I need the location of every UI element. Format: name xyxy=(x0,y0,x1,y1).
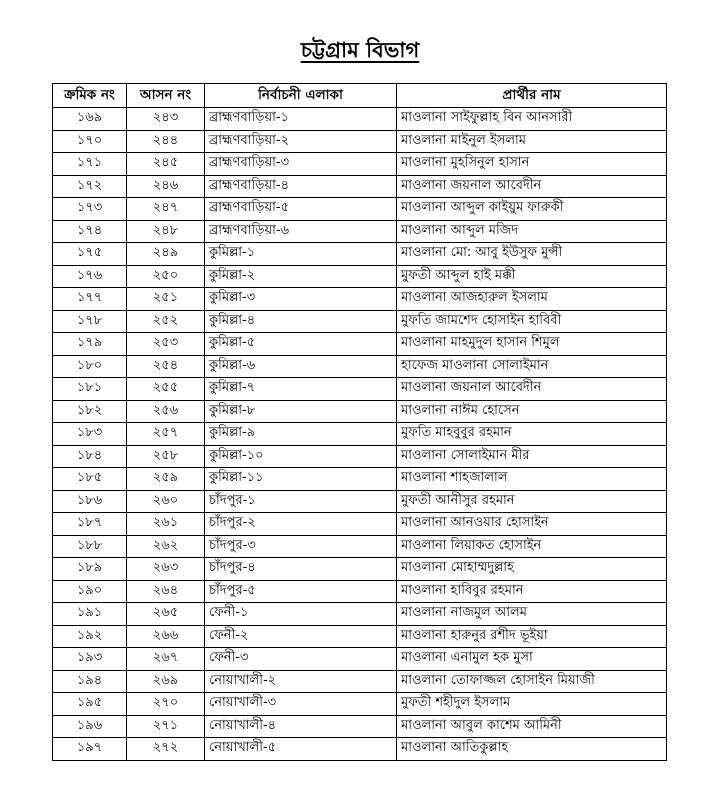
constituency-cell: চাঁদপুর-৩ xyxy=(205,535,397,558)
seat-no-cell: ২৬২ xyxy=(127,535,205,558)
constituency-cell: ফেনী-২ xyxy=(205,625,397,648)
page-title-text: চট্টগ্রাম বিভাগ xyxy=(300,38,420,62)
header-candidate-name: প্রার্থীর নাম xyxy=(397,84,667,108)
seat-no-cell: ২৪৬ xyxy=(127,175,205,198)
candidate-name-cell: মাওলানা সোলাইমান মীর xyxy=(397,445,667,468)
seat-no-cell: ২৫১ xyxy=(127,288,205,311)
candidate-name-cell: মাওলানা মো: আবু ইউসুফ মুন্সী xyxy=(397,243,667,266)
constituency-cell: কুমিল্লা-৯ xyxy=(205,423,397,446)
seat-no-cell: ২৪৮ xyxy=(127,220,205,243)
table-row xyxy=(53,738,667,761)
table-row xyxy=(53,310,667,333)
table-row xyxy=(53,378,667,401)
seat-no-cell: ২৫৯ xyxy=(127,468,205,491)
table-row xyxy=(53,423,667,446)
constituency-cell: কুমিল্লা-১০ xyxy=(205,445,397,468)
candidate-name-cell: মাওলানা জয়নাল আবেদীন xyxy=(397,378,667,401)
constituency-cell: ফেনী-৩ xyxy=(205,648,397,671)
candidate-name-cell: মাওলানা নাজমুল আলম xyxy=(397,603,667,626)
seat-no-cell: ২৫০ xyxy=(127,265,205,288)
candidate-name-cell: হাফেজ মাওলানা সোলাইমান xyxy=(397,355,667,378)
candidate-name-cell: মাওলানা মাহমুদুল হাসান শিমুল xyxy=(397,333,667,356)
seat-no-cell: ২৫৮ xyxy=(127,445,205,468)
serial-no-cell: ১৯৪ xyxy=(53,670,127,693)
table-row xyxy=(53,333,667,356)
table-header-row xyxy=(53,84,667,108)
constituency-cell: কুমিল্লা-৬ xyxy=(205,355,397,378)
constituency-cell: ফেনী-১ xyxy=(205,603,397,626)
table-row xyxy=(53,153,667,176)
table-row xyxy=(53,693,667,716)
candidate-name-cell: মাওলানা আজহারুল ইসলাম xyxy=(397,288,667,311)
table-body xyxy=(53,108,667,761)
table-row xyxy=(53,288,667,311)
serial-no-cell: ১৭০ xyxy=(53,130,127,153)
candidate-table xyxy=(52,83,667,761)
serial-no-cell: ১৯৭ xyxy=(53,738,127,761)
serial-no-cell: ১৯৬ xyxy=(53,715,127,738)
seat-no-cell: ২৫৫ xyxy=(127,378,205,401)
table-row xyxy=(53,198,667,221)
serial-no-cell: ১৮৯ xyxy=(53,558,127,581)
candidate-name-cell: মাওলানা আব্দুল মজিদ xyxy=(397,220,667,243)
constituency-cell: ব্রাহ্মণবাড়িয়া-২ xyxy=(205,130,397,153)
table-row xyxy=(53,603,667,626)
serial-no-cell: ১৭৫ xyxy=(53,243,127,266)
table-row xyxy=(53,490,667,513)
table-row xyxy=(53,175,667,198)
table-row xyxy=(53,513,667,536)
constituency-cell: কুমিল্লা-১ xyxy=(205,243,397,266)
seat-no-cell: ২৫৪ xyxy=(127,355,205,378)
table-row xyxy=(53,220,667,243)
candidate-name-cell: মাওলানা শাহজালাল xyxy=(397,468,667,491)
serial-no-cell: ১৭১ xyxy=(53,153,127,176)
table-row xyxy=(53,243,667,266)
serial-no-cell: ১৮০ xyxy=(53,355,127,378)
table-row xyxy=(53,648,667,671)
candidate-name-cell: মুফতী আনীসুর রহমান xyxy=(397,490,667,513)
candidate-name-cell: মাওলানা আনওয়ার হোসাইন xyxy=(397,513,667,536)
seat-no-cell: ২৫৬ xyxy=(127,400,205,423)
seat-no-cell: ২৫২ xyxy=(127,310,205,333)
constituency-cell: ব্রাহ্মণবাড়িয়া-৩ xyxy=(205,153,397,176)
seat-no-cell: ২৬৪ xyxy=(127,580,205,603)
constituency-cell: নোয়াখালী-৩ xyxy=(205,693,397,716)
seat-no-cell: ২৬৩ xyxy=(127,558,205,581)
seat-no-cell: ২৫৩ xyxy=(127,333,205,356)
constituency-cell: কুমিল্লা-২ xyxy=(205,265,397,288)
constituency-cell: চাঁদপুর-৪ xyxy=(205,558,397,581)
constituency-cell: চাঁদপুর-২ xyxy=(205,513,397,536)
candidate-name-cell: মাওলানা মোহাম্মদুল্লাহ xyxy=(397,558,667,581)
serial-no-cell: ১৮৩ xyxy=(53,423,127,446)
serial-no-cell: ১৮৮ xyxy=(53,535,127,558)
table-row xyxy=(53,558,667,581)
page-title xyxy=(0,34,720,69)
constituency-cell: কুমিল্লা-৩ xyxy=(205,288,397,311)
candidate-name-cell: মাওলানা মাইনুল ইসলাম xyxy=(397,130,667,153)
candidate-name-cell: মুফতি মাহবুবুর রহমান xyxy=(397,423,667,446)
serial-no-cell: ১৭৮ xyxy=(53,310,127,333)
serial-no-cell: ১৯৫ xyxy=(53,693,127,716)
constituency-cell: চাঁদপুর-১ xyxy=(205,490,397,513)
constituency-cell: কুমিল্লা-১১ xyxy=(205,468,397,491)
serial-no-cell: ১৮৭ xyxy=(53,513,127,536)
constituency-cell: কুমিল্লা-৪ xyxy=(205,310,397,333)
serial-no-cell: ১৬৯ xyxy=(53,108,127,131)
constituency-cell: ব্রাহ্মণবাড়িয়া-৬ xyxy=(205,220,397,243)
table-row xyxy=(53,130,667,153)
candidate-name-cell: মাওলানা জয়নাল আবেদীন xyxy=(397,175,667,198)
serial-no-cell: ১৮৫ xyxy=(53,468,127,491)
seat-no-cell: ২৪৭ xyxy=(127,198,205,221)
table-row xyxy=(53,715,667,738)
serial-no-cell: ১৭৭ xyxy=(53,288,127,311)
candidate-name-cell: মাওলানা নাঈম হোসেন xyxy=(397,400,667,423)
serial-no-cell: ১৯১ xyxy=(53,603,127,626)
seat-no-cell: ২৫৭ xyxy=(127,423,205,446)
candidate-name-cell: মাওলানা লিয়াকত হোসাইন xyxy=(397,535,667,558)
table-row xyxy=(53,535,667,558)
constituency-cell: কুমিল্লা-৭ xyxy=(205,378,397,401)
candidate-name-cell: মাওলানা সাইফুল্লাহ বিন আনসারী xyxy=(397,108,667,131)
constituency-cell: চাঁদপুর-৫ xyxy=(205,580,397,603)
table-row xyxy=(53,400,667,423)
seat-no-cell: ২৬৬ xyxy=(127,625,205,648)
table-row xyxy=(53,625,667,648)
serial-no-cell: ১৭৩ xyxy=(53,198,127,221)
seat-no-cell: ২৪৪ xyxy=(127,130,205,153)
candidate-name-cell: মুফতী শহীদুল ইসলাম xyxy=(397,693,667,716)
seat-no-cell: ২৪৩ xyxy=(127,108,205,131)
serial-no-cell: ১৭৯ xyxy=(53,333,127,356)
serial-no-cell: ১৯৩ xyxy=(53,648,127,671)
candidate-name-cell: মাওলানা আব্দুল কাইয়ুম ফারুকী xyxy=(397,198,667,221)
constituency-cell: নোয়াখালী-২ xyxy=(205,670,397,693)
candidate-name-cell: মাওলানা হারুনুর রশীদ ভূইয়া xyxy=(397,625,667,648)
seat-no-cell: ২৭০ xyxy=(127,693,205,716)
seat-no-cell: ২৭১ xyxy=(127,715,205,738)
constituency-cell: কুমিল্লা-৫ xyxy=(205,333,397,356)
header-seat-no: আসন নং xyxy=(127,84,205,108)
seat-no-cell: ২৬৭ xyxy=(127,648,205,671)
seat-no-cell: ২৪৫ xyxy=(127,153,205,176)
header-constituency: নির্বাচনী এলাকা xyxy=(205,84,397,108)
serial-no-cell: ১৯০ xyxy=(53,580,127,603)
candidate-name-cell: মাওলানা হাবিবুর রহমান xyxy=(397,580,667,603)
candidate-name-cell: মুফতী আব্দুল হাই মক্কী xyxy=(397,265,667,288)
serial-no-cell: ১৭৪ xyxy=(53,220,127,243)
seat-no-cell: ২৬৯ xyxy=(127,670,205,693)
candidate-name-cell: মুফতি জামশেদ হোসাইন হাবিবী xyxy=(397,310,667,333)
table-row xyxy=(53,355,667,378)
constituency-cell: নোয়াখালী-৪ xyxy=(205,715,397,738)
constituency-cell: ব্রাহ্মণবাড়িয়া-৪ xyxy=(205,175,397,198)
candidate-name-cell: মাওলানা এনামুল হক মুসা xyxy=(397,648,667,671)
header-serial-no: ক্রমিক নং xyxy=(53,84,127,108)
table-row xyxy=(53,265,667,288)
candidate-name-cell: মাওলানা মুহসিনুল হাসান xyxy=(397,153,667,176)
table-row xyxy=(53,108,667,131)
candidate-name-cell: মাওলানা তোফাজ্জল হোসাইন মিয়াজী xyxy=(397,670,667,693)
serial-no-cell: ১৮৪ xyxy=(53,445,127,468)
seat-no-cell: ২৪৯ xyxy=(127,243,205,266)
seat-no-cell: ২৬১ xyxy=(127,513,205,536)
candidate-name-cell: মাওলানা আবুল কাশেম আমিনী xyxy=(397,715,667,738)
serial-no-cell: ১৮১ xyxy=(53,378,127,401)
seat-no-cell: ২৬০ xyxy=(127,490,205,513)
table-row xyxy=(53,468,667,491)
constituency-cell: ব্রাহ্মণবাড়িয়া-১ xyxy=(205,108,397,131)
candidate-name-cell: মাওলানা আতিকুল্লাহ xyxy=(397,738,667,761)
seat-no-cell: ২৬৫ xyxy=(127,603,205,626)
constituency-cell: নোয়াখালী-৫ xyxy=(205,738,397,761)
table-row xyxy=(53,580,667,603)
seat-no-cell: ২৭২ xyxy=(127,738,205,761)
serial-no-cell: ১৯২ xyxy=(53,625,127,648)
serial-no-cell: ১৮২ xyxy=(53,400,127,423)
table-row xyxy=(53,670,667,693)
table-row xyxy=(53,445,667,468)
constituency-cell: কুমিল্লা-৮ xyxy=(205,400,397,423)
serial-no-cell: ১৭৬ xyxy=(53,265,127,288)
serial-no-cell: ১৭২ xyxy=(53,175,127,198)
constituency-cell: ব্রাহ্মণবাড়িয়া-৫ xyxy=(205,198,397,221)
serial-no-cell: ১৮৬ xyxy=(53,490,127,513)
